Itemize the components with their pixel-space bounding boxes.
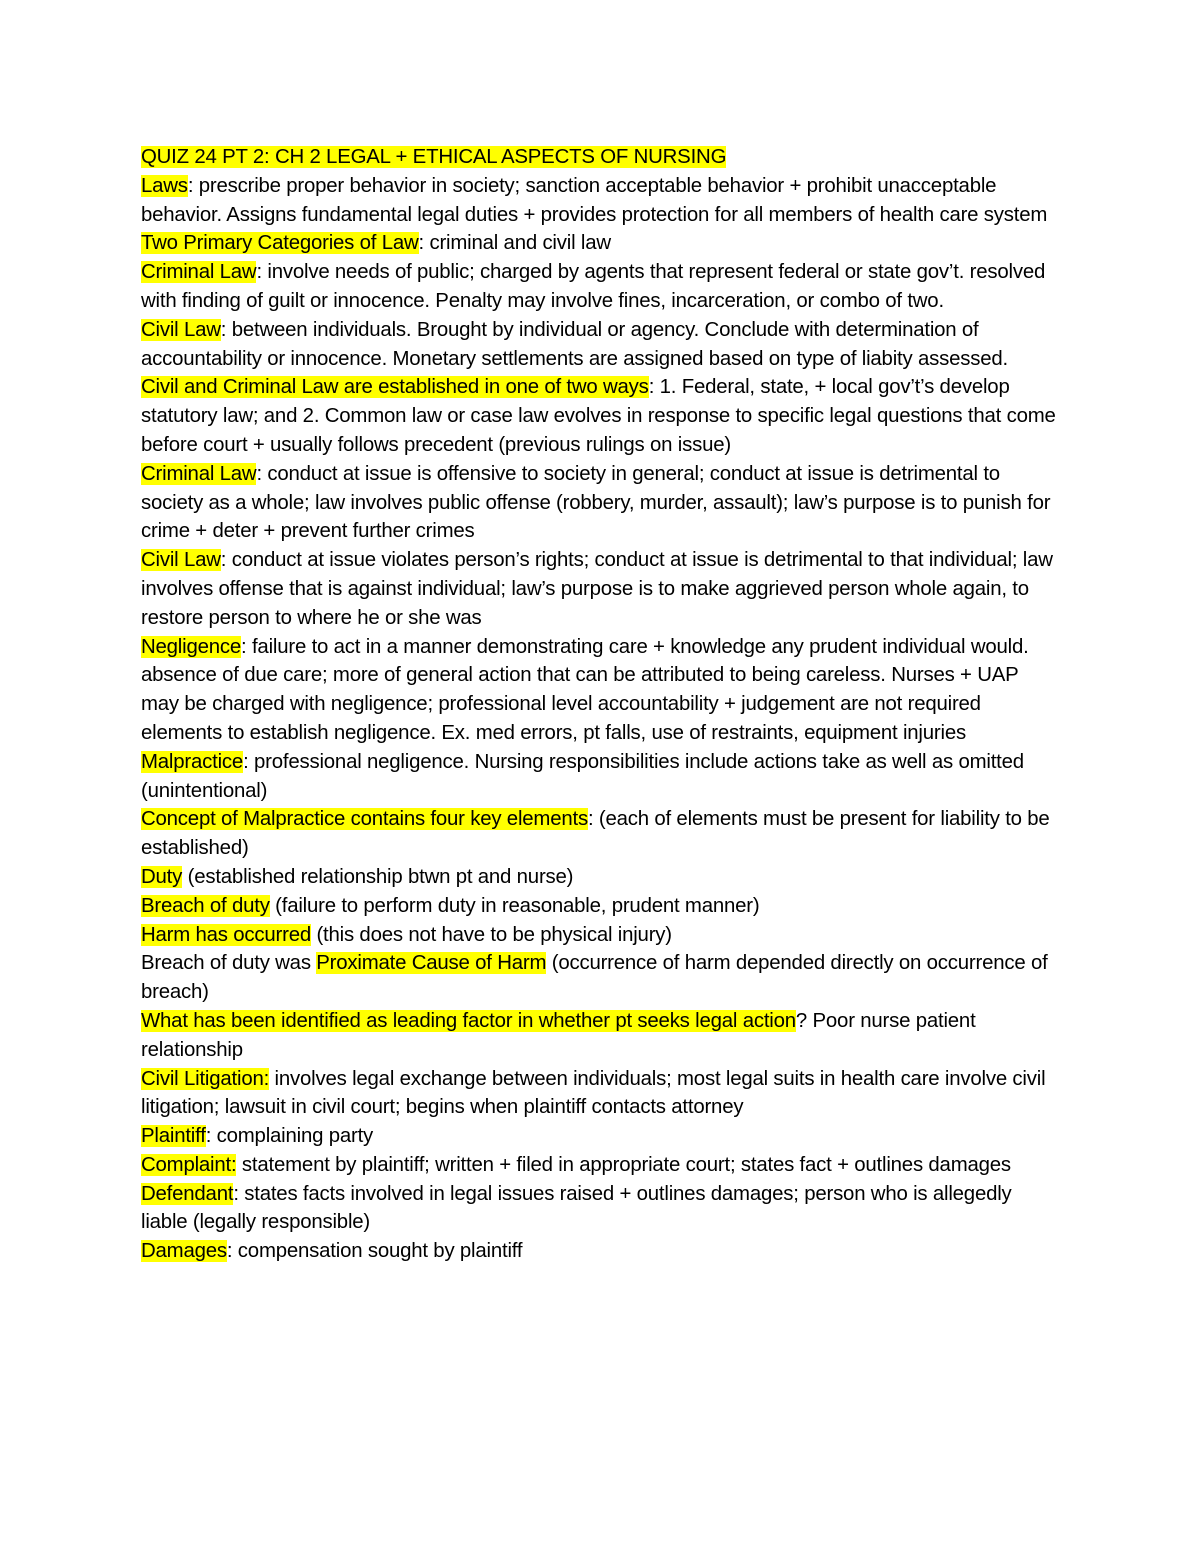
highlighted-term: Criminal Law (141, 261, 257, 284)
highlighted-term: Civil and Criminal Law are established in one of two ways (141, 376, 649, 399)
highlighted-term: Duty (141, 865, 183, 888)
note-paragraph (141, 460, 1061, 546)
highlighted-term: Two Primary Categories of Law (141, 232, 419, 255)
note-paragraph (141, 892, 1061, 921)
body-text: (occurrence of harm depended directly on occurrence of breach) (141, 952, 1048, 1004)
body-text: : involve needs of public; charged by agents that represent federal or state gov’t. resolved with finding of guilt or innocence. Penalty may involve fines, incarceration, or combo of two. (141, 261, 1046, 312)
note-paragraph (141, 921, 1061, 950)
note-paragraph (141, 1237, 1061, 1266)
body-text: ? Poor nurse patient relationship (141, 1009, 976, 1061)
note-paragraph (141, 1122, 1061, 1151)
highlighted-term: Defendant (141, 1182, 234, 1205)
note-paragraph (141, 633, 1061, 748)
highlighted-term: Criminal Law (141, 462, 257, 485)
highlighted-term: QUIZ 24 PT 2: CH 2 LEGAL + ETHICAL ASPECTS OF NURSING (141, 146, 727, 168)
highlighted-term: Concept of Malpractice contains four key elements (141, 808, 588, 831)
highlighted-term: Complaint: (141, 1153, 237, 1176)
body-text: : conduct at issue violates person’s rights; conduct at issue is detrimental to that individual; law involves offense that is against individual; law’s purpose is to make aggrieved person whole again, to restore person to where he or she was (141, 549, 1053, 629)
highlighted-term: Damages (141, 1240, 227, 1263)
body-text: : (each of elements must be present for liability to be established) (141, 808, 1050, 860)
body-text: Breach of duty was (141, 952, 317, 975)
highlighted-term: Negligence (141, 635, 242, 658)
highlighted-term: What has been identified as leading factor in whether pt seeks legal action (141, 1009, 796, 1032)
note-paragraph (141, 1007, 1061, 1065)
highlighted-term: Harm has occurred (141, 923, 311, 946)
body-text: : conduct at issue is offensive to society in general; conduct at issue is detrimental to society as a whole; law involves public offense (robbery, murder, assault); law’s purpose is to punish for crime + deter + prevent further crimes (141, 462, 1051, 543)
highlighted-term: Laws (141, 174, 188, 197)
highlighted-term: Proximate Cause of Harm (316, 952, 547, 975)
body-text: : compensation sought by plaintiff (226, 1240, 523, 1263)
document-title (141, 143, 1061, 172)
body-text: : criminal and civil law (418, 232, 611, 255)
body-text: statement by plaintiff; written + filed in appropriate court; states fact + outlines damages (236, 1153, 1011, 1176)
note-paragraph (141, 316, 1061, 374)
note-paragraph (141, 805, 1061, 863)
body-text: : professional negligence. Nursing responsibilities include actions take as well as omitted (unintentional) (141, 750, 1024, 802)
highlighted-term: Civil Litigation: (141, 1067, 270, 1090)
note-paragraph (141, 1065, 1061, 1123)
note-paragraph (141, 748, 1061, 806)
note-paragraph (141, 546, 1061, 632)
body-text: (this does not have to be physical injury) (310, 923, 672, 946)
highlighted-term: Civil Law (141, 318, 221, 341)
highlighted-term: Malpractice (141, 750, 244, 773)
body-text: : 1. Federal, state, + local gov’t’s develop statutory law; and 2. Common law or case law evolves in response to specific legal questions that come before court + usually follows precedent (previous rulings on issue) (141, 376, 1056, 456)
highlighted-term: Breach of duty (141, 894, 270, 917)
body-text: : between individuals. Brought by individual or agency. Conclude with determination of accountability or innocence. Monetary settlements are assigned based on type of liabity assessed. (141, 318, 1008, 370)
highlighted-term: Civil Law (141, 549, 221, 572)
document-body (141, 143, 1061, 1266)
body-text: : prescribe proper behavior in society; sanction acceptable behavior + prohibit unacceptable behavior. Assigns fundamental legal duties + provides protection for all members of health care system (141, 174, 1048, 226)
body-text: : states facts involved in legal issues raised + outlines damages; person who is allegedly liable (legally responsible) (141, 1182, 1012, 1234)
body-text: (failure to perform duty in reasonable, prudent manner) (269, 894, 760, 917)
body-text: : failure to act in a manner demonstrating care + knowledge any prudent individual would. absence of due care; more of general action that can be attributed to being careless. Nurses + UAP may be charged with negligence; professional level accountability + judgement are not required elements to establish negligence. Ex. med errors, pt falls, use of restraints, equipment injuries (141, 635, 1029, 744)
highlighted-term: Plaintiff (141, 1125, 206, 1148)
note-paragraph (141, 373, 1061, 459)
body-text: : complaining party (205, 1125, 374, 1148)
note-paragraph (141, 229, 1061, 258)
body-text: (established relationship btwn pt and nurse) (182, 865, 574, 888)
note-paragraph (141, 863, 1061, 892)
note-paragraph (141, 949, 1061, 1007)
note-paragraph (141, 1151, 1061, 1180)
note-paragraph (141, 172, 1061, 230)
note-paragraph (141, 258, 1061, 316)
body-text: involves legal exchange between individuals; most legal suits in health care involve civil litigation; lawsuit in civil court; begins when plaintiff contacts attorney (141, 1067, 1046, 1119)
note-paragraph (141, 1180, 1061, 1238)
document-page (141, 143, 1061, 1266)
